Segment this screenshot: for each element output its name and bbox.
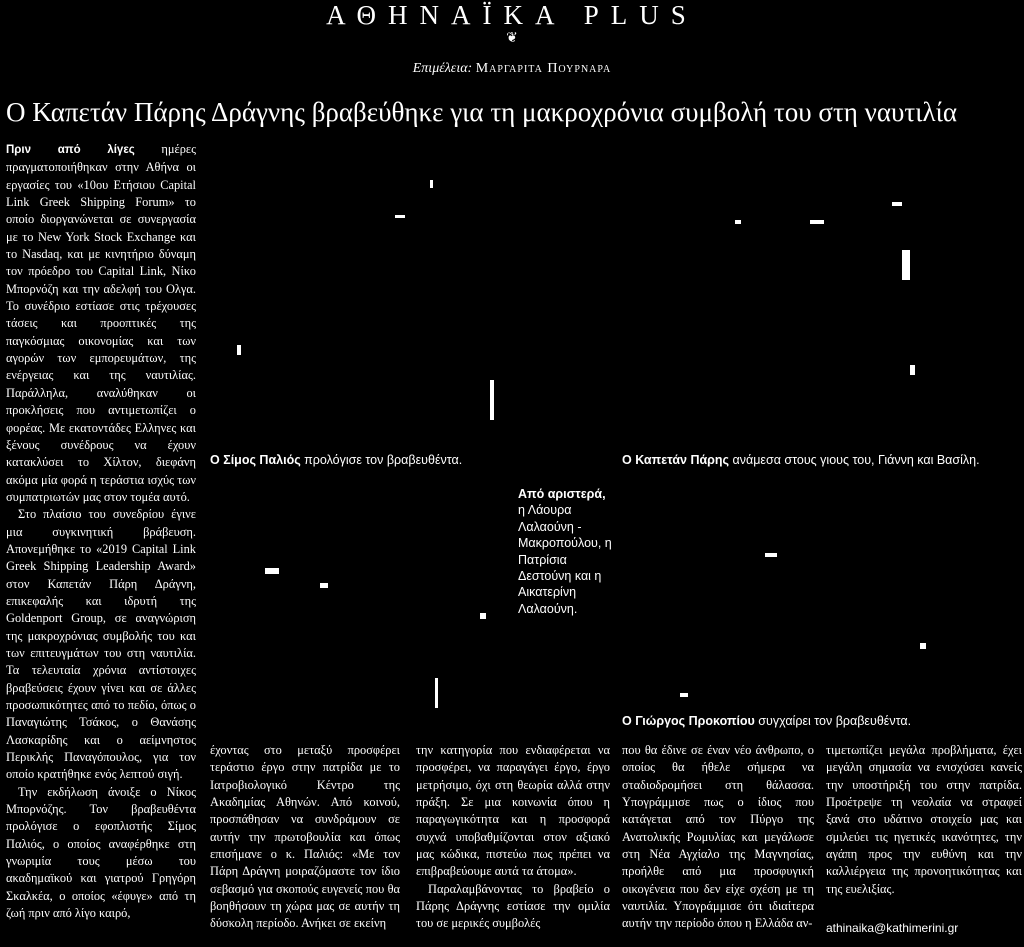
paragraph-3: Την εκδήλωση άνοιξε ο Νίκος Μπορνόζης. Τον βραβευθέντα προλόγισε ο εφοπλιστής Σίμος Παλιός, ο οποίος αναφέρθηκε στη γνωριμία τους μέσω του ακαδημαϊκού και γιατρού Γρηγόρη Σκαλκέα, ο οποίος «έφυγε» από τη ζωή πριν από λίγο καιρό,	[6, 784, 196, 921]
masthead-ornament-icon: ❦	[506, 31, 518, 46]
article-column-5: τιμετωπίζει μεγάλα προβλήματα, έχει μεγάλη σημασία να ενισχύσει κανείς την υποστήριξή του στην πατρίδα. Προέτρεψε τη νεολαία να στραφεί ξανά στο υδάτινο στοιχείο μας και σμιλεύει τις ηγετικές ικανότητες, την αγάπη προς την ευθύνη και την καλλιέργεια της προνοητικότητας και της ευελιξίας. athinaika@kathimerini.gr	[826, 743, 1022, 936]
article-column-4: που θα έδινε σε έναν νέο άνθρωπο, ο οποίος θα ήθελε σήμερα να σταδιοδρομήσει στη θάλασσα. Υπογράμμισε πως ο ίδιος που κατάγεται από τον Πύργο της Ανατολικής Ρωμυλίας και μεγάλωσε στη Νέα Αγχίαλο της Μαγνησίας, προήλθε από μια προσφυγική οικογένεια που δεν είχε σχέση με τη ναυτιλία. Υπογράμμισε ότι ιδιαίτερα αυτήν την περίοδο όπου η Ελλάδα αν-	[622, 743, 814, 931]
article-column-1	[6, 141, 196, 922]
caption-photo2: Ο Καπετάν Πάρης ανάμεσα στους γιους του, Γιάννη και Βασίλη.	[622, 453, 980, 467]
masthead-title: ΑΘΗΝΑΪΚΑ PLUS	[326, 0, 698, 30]
photo-captain-paris-sons	[620, 150, 1024, 450]
article-column-2: έχοντας στο μεταξύ προσφέρει τεράστιο έργο στην πατρίδα με το Ιατροβιολογικό Κέντρο της Ακαδημίας Αθηνών. Από κοινού, προσπάθησαν να συνδράμουν σε αυτήν την πρωτοβουλία και όπως επισήμανε ο κ. Παλιός: «Με τον Πάρη Δράγνη μοιραζόμαστε τον ίδιο σεβασμό για σκοπούς ευγενείς που θα βοηθήσουν τη χώρα μας σε αυτήν τη δύσκολη περίοδο. Ανήκει σε εκείνη	[210, 743, 400, 931]
paragraph-5: Παραλαμβάνοντας το βραβείο ο Πάρης Δράγνης εστίασε την ομιλία του σε μερικές συμβολές	[416, 881, 610, 931]
caption-photo1: Ο Σίμος Παλιός προλόγισε τον βραβευθέντα.	[210, 453, 463, 467]
photo-lalaouni-destouni	[210, 478, 510, 743]
paragraph-4: την κατηγορία που ενδιαφέρεται να προσφέρει, να παραγάγει έργο, έργο μετρήσιμο, όχι στη θεωρία αλλά στην πράξη. Σε μια κοινωνία όπου η παραγωγικότητα και η προσφορά συχνά υποβαθμίζονται στον αξιακό μας κώδικα, πιστεύω πως πρέπει να επιβραβεύουμε αυτά τα άτομα».	[416, 743, 610, 879]
photo-giorgos-prokopiou	[620, 478, 1024, 713]
caption-photo3: Από αριστερά, η Λάουρα Λαλαούνη - Μακροπούλου, η Πατρίσια Δεστούνη και η Αικατερίνη Λαλαούνη.	[518, 487, 612, 616]
caption-photo4: Ο Γιώργος Προκοπίου συγχαίρει τον βραβευθέντα.	[622, 714, 912, 728]
editor-credit	[0, 60, 1024, 78]
contact-email[interactable]: athinaika@kathimerini.gr	[826, 921, 959, 936]
editor-name: Μαργαριτα Πουρναρα	[475, 61, 612, 76]
paragraph-2: Στο πλαίσιο του συνεδρίου έγινε μια συγκινητική βράβευση. Απονεμήθηκε το «2019 Capital Link Greek Shipping Leadership Award» στον Καπετάν Πάρη Δράγνη, επικεφαλής και ιδρυτή της Goldenport Group, σε αναγνώριση της μακροχρόνιας συμβολής του και των επιτευγμάτων του στη ναυτιλία. Τα τελευταία χρόνια αντίστοιχες βραβεύσεις έχουν γίνει και σε άλλες προσωπικότητες από το πεδίο, όπως ο Παναγιώτης Τσάκος, ο Θανάσης Λασκαρίδης και ο αείμνηστος Περικλής Παναγόπουλος, για τον οποίο κρατήθηκε ενός λεπτού σιγή.	[6, 507, 196, 782]
photo-simos-palios	[210, 150, 605, 450]
editor-label: Επιμέλεια:	[412, 61, 473, 76]
lead-in: Πριν από λίγες	[6, 144, 135, 156]
article-column-3	[416, 742, 610, 933]
paragraph-1: Πριν από λίγες ημέρες πραγματοποιήθηκαν στην Αθήνα οι εργασίες του «10ου Ετήσιου Capital Link Greek Shipping Forum» το οποίο διοργανώνεται σε συνεργασία με το New York Stock Exchange και το Nasdaq, και με κινητήριο δύναμη τον πρόεδρο του Capital Link, Νίκο Μπορνόζη και την αδελφή του Ολγα. Το συνέδριο εστίασε στις τρέχουσες τάσεις και προοπτικές της παγκόσμιας οικονομίας και των αγορών των εμπορευμάτων, της ενέργειας και της ναυτιλίας. Παράλληλα, αναλύθηκαν οι προκλήσεις που αντιμετωπίζει ο φορέας. Με εκατοντάδες Ελληνες και ξένους συνέδρους να έχουν κατακλύσει το Χίλτον, διεφάνη ακόμα μία φορά η τεράστια ισχύς των συμπατριωτών μας στον τομέα αυτό.	[6, 142, 196, 504]
headline: Ο Καπετάν Πάρης Δράγνης βραβεύθηκε για τη μακροχρόνια συμβολή του στη ναυτιλία	[6, 97, 958, 127]
